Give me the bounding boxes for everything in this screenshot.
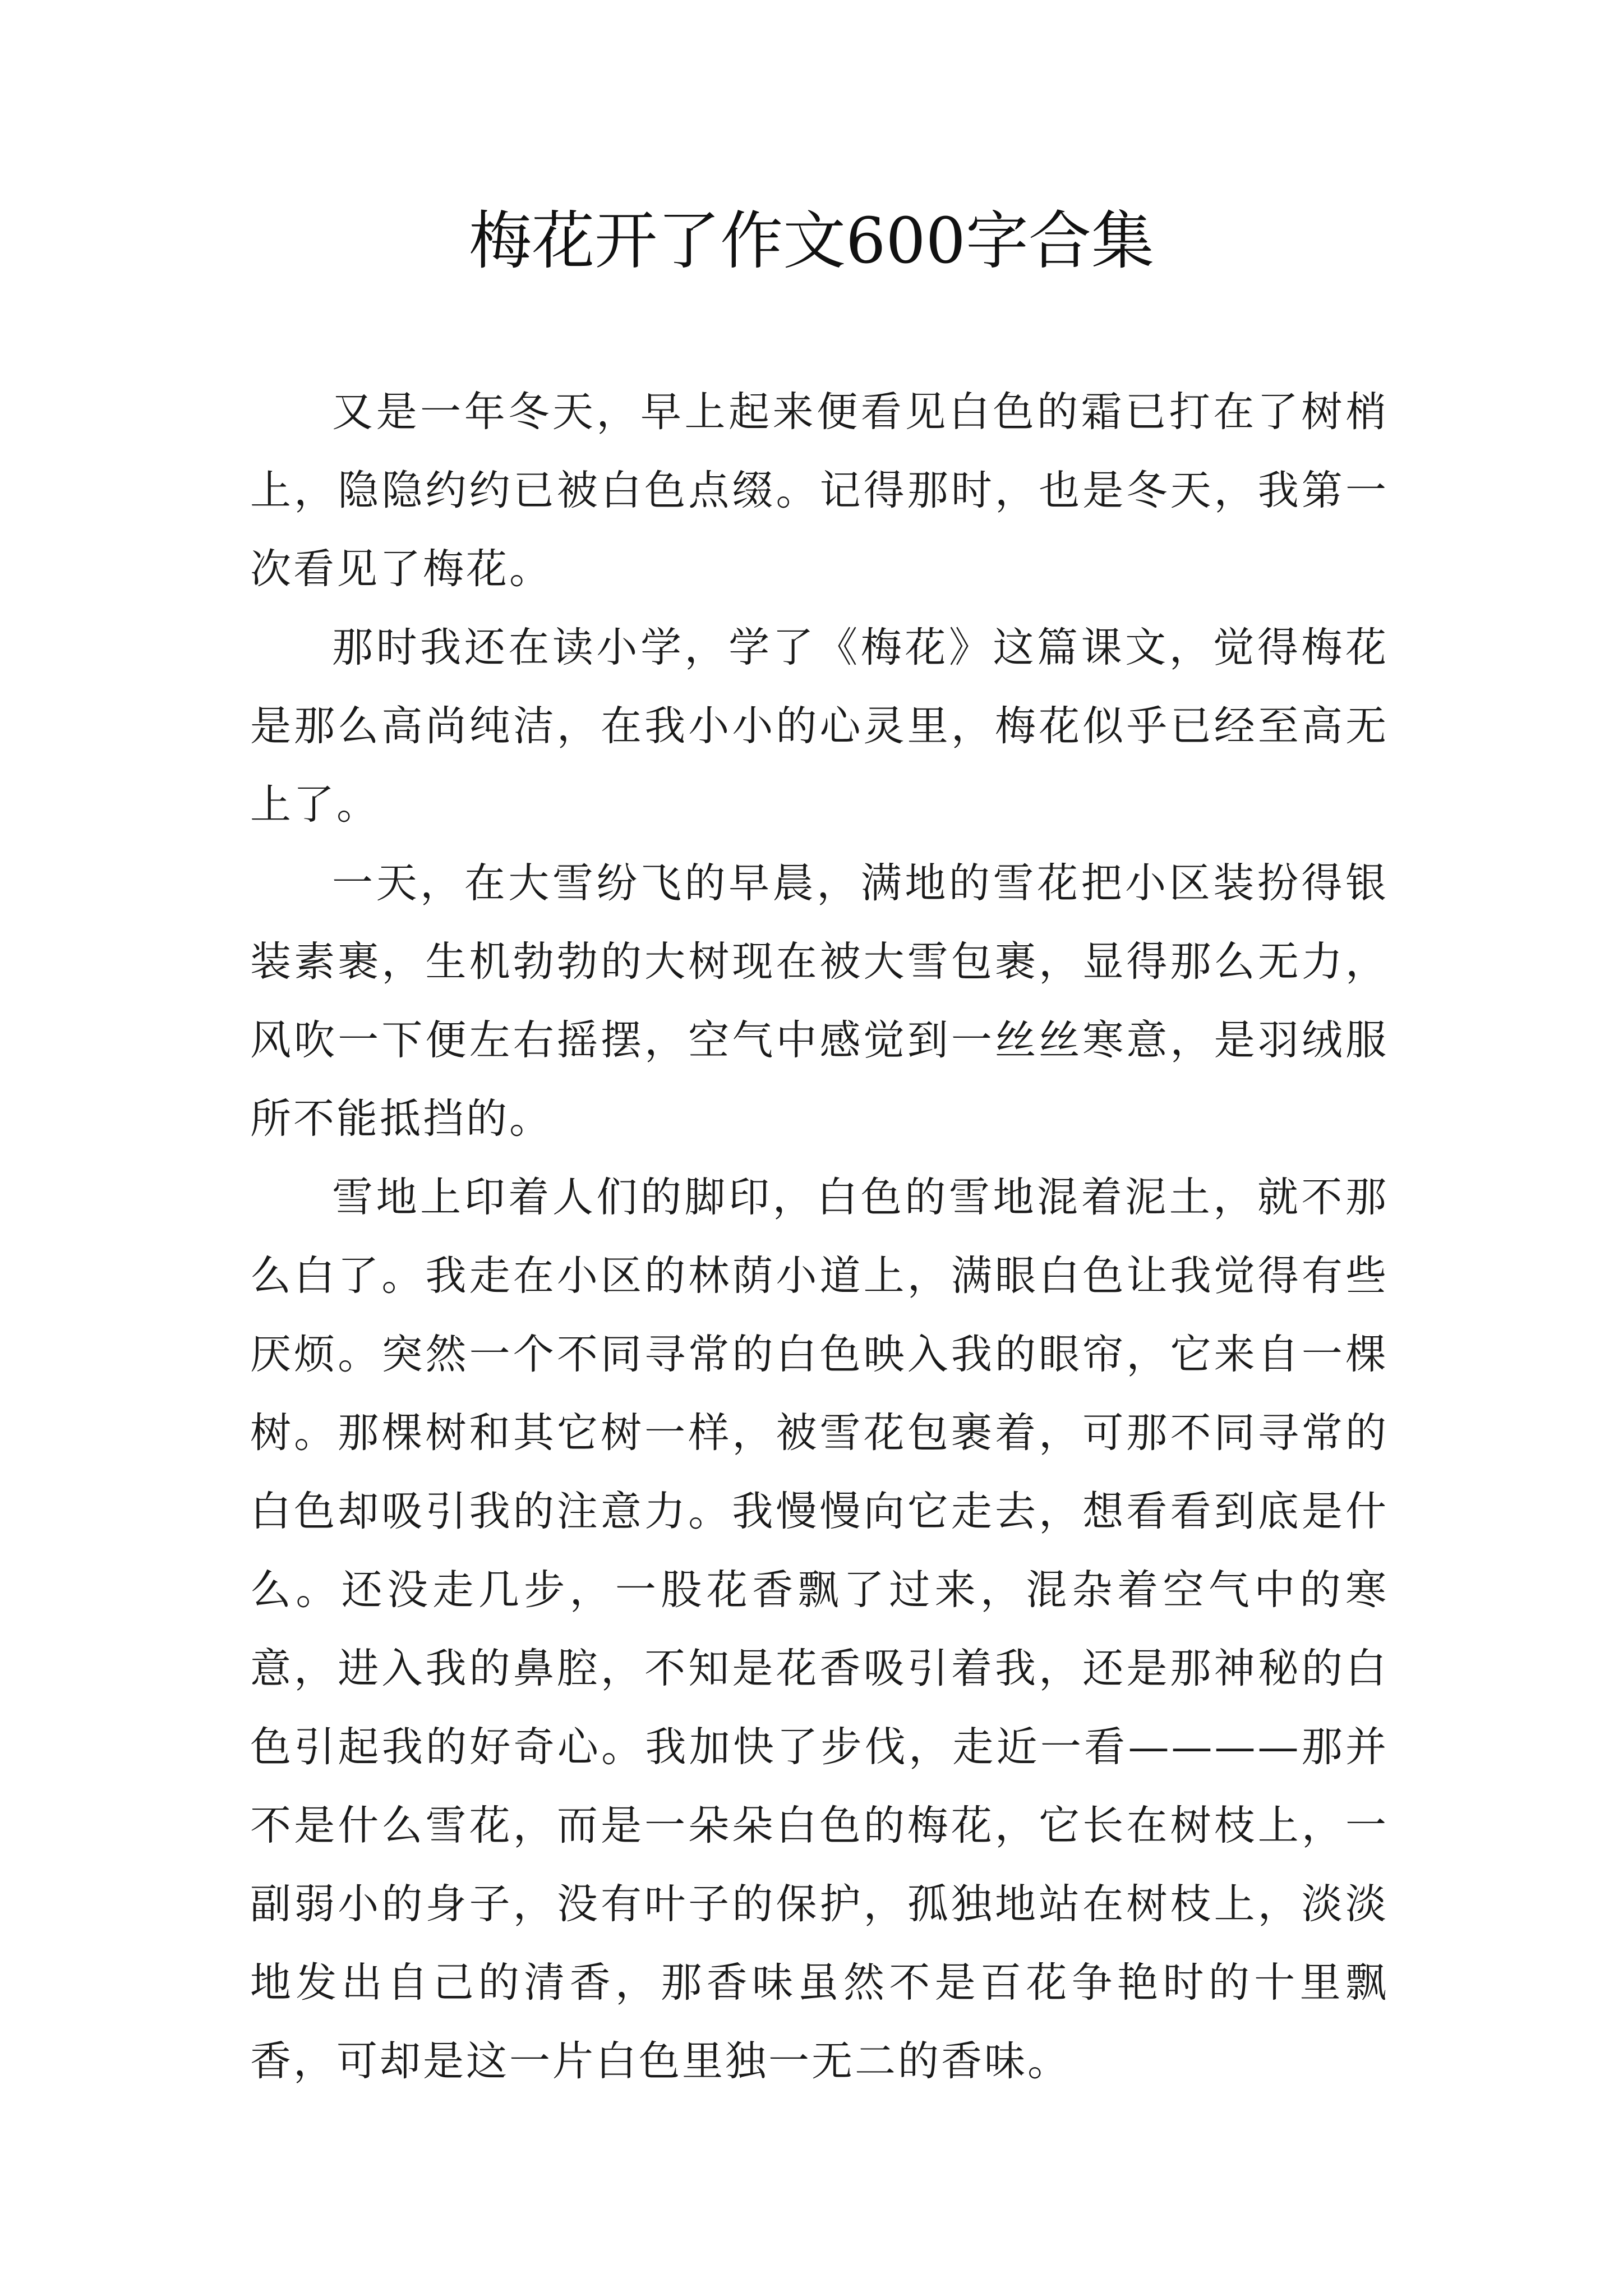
document-body bbox=[250, 373, 1389, 2101]
paragraph: 又是一年冬天，早上起来便看见白色的霜已打在了树梢上，隐隐约约已被白色点缀。记得那时，也是冬天，我第一次看见了梅花。 bbox=[250, 388, 1389, 593]
document-title: 梅花开了作文600字合集 bbox=[469, 205, 1154, 278]
paragraph: 一天，在大雪纷飞的早晨，满地的雪花把小区装扮得银装素裹，生机勃勃的大树现在被大雪包裹，显得那么无力，风吹一下便左右摇摆，空气中感觉到一丝丝寒意，是羽绒服所不能抵挡的。 bbox=[250, 859, 1389, 1143]
paragraph: 雪地上印着人们的脚印，白色的雪地混着泥土，就不那么白了。我走在小区的林荫小道上，满眼白色让我觉得有些厌烦。突然一个不同寻常的白色映入我的眼帘，它来自一棵树。那棵树和其它树一样，被雪花包裹着，可那不同寻常的白色却吸引我的注意力。我慢慢向它走去，想看看到底是什么。还没走几步，一股花香飘了过来，混杂着空气中的寒意，进入我的鼻腔，不知是花香吸引着我，还是那神秘的白色引起我的好奇心。我加快了步伐，走近一看————那并不是什么雪花，而是一朵朵白色的梅花，它长在树枝上，一副弱小的身子，没有叶子的保护，孤独地站在树枝上，淡淡地发出自己的清香，那香味虽然不是百花争艳时的十里飘香，可却是这一片白色里独一无二的香味。 bbox=[250, 1174, 1389, 2085]
paragraph: 那时我还在读小学，学了《梅花》这篇课文，觉得梅花是那么高尚纯洁，在我小小的心灵里，梅花似乎已经至高无上了。 bbox=[250, 624, 1389, 829]
